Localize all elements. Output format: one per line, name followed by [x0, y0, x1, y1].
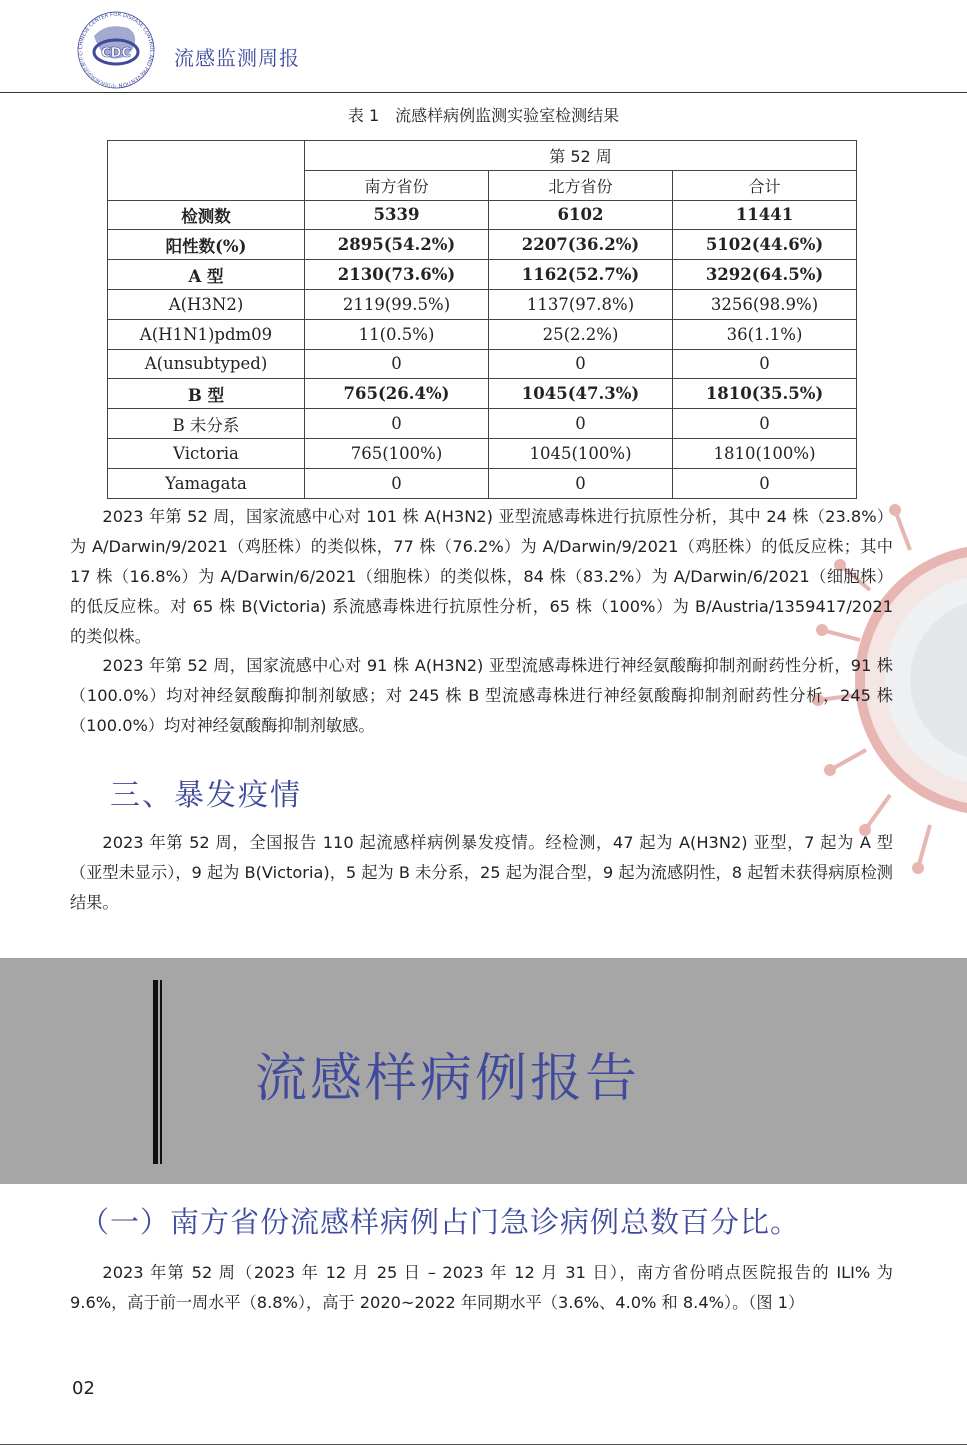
table-cell: 11(0.5%): [305, 319, 489, 349]
table-row: [108, 438, 857, 468]
table-row: [108, 319, 857, 349]
table-cell: 1045(100%): [489, 438, 673, 468]
table-cell: 1045(47.3%): [489, 379, 673, 409]
row-label: Victoria: [108, 438, 305, 468]
table-cell: 36(1.1%): [673, 319, 857, 349]
row-label: A(unsubtyped): [108, 349, 305, 379]
outbreak-section-heading: 三、暴发疫情: [110, 778, 302, 813]
table-cell: 2207(36.2%): [489, 230, 673, 260]
table-cell: 2130(73.6%): [305, 260, 489, 290]
south-ili-paragraph: 2023 年第 52 周（2023 年 12 月 25 日 – 2023 年 12 月 31 日），南方省份哨点医院报告的 ILI% 为 9.6%，高于前一周水平（8.8%），高于 2020~2022 年同期水平（3.6%、4.0% 和 8.4%）。（图 1）: [70, 1263, 893, 1312]
south-ili-subheading: （一）南方省份流感样病例占门急诊病例总数百分比。: [80, 1205, 801, 1239]
row-label: Yamagata: [108, 468, 305, 498]
row-label: A 型: [108, 260, 305, 290]
banner-title: 流感样病例报告: [255, 1049, 641, 1109]
table-cell: 765(100%): [305, 438, 489, 468]
row-label: A(H3N2): [108, 289, 305, 319]
logo-ring-text: 中国疾病预防控制中心 CHINESE CENTER FOR DISEASE CONTROL AND PREVENTION: [77, 11, 155, 89]
table-cell: 1810(100%): [673, 438, 857, 468]
week-header: 第 52 周: [305, 141, 857, 171]
row-label: 阳性数(%): [108, 230, 305, 260]
table-row: [108, 349, 857, 379]
table-cell: 1162(52.7%): [489, 260, 673, 290]
table-row: [108, 409, 857, 439]
cdc-logo: [72, 6, 160, 90]
table-cell: 0: [489, 468, 673, 498]
table-corner-cell: [108, 141, 305, 201]
header-divider: [0, 92, 967, 93]
table-cell: 0: [305, 409, 489, 439]
table-cell: 3256(98.9%): [673, 289, 857, 319]
row-label: A(H1N1)pdm09: [108, 319, 305, 349]
table-cell: 0: [489, 349, 673, 379]
table-cell: 25(2.2%): [489, 319, 673, 349]
footer-divider: [0, 1444, 967, 1445]
row-label: B 型: [108, 379, 305, 409]
table-row: [108, 200, 857, 230]
table-cell: 0: [673, 468, 857, 498]
table-cell: 1810(35.5%): [673, 379, 857, 409]
table-header-row: [108, 141, 857, 171]
table-row: [108, 260, 857, 290]
table-cell: 6102: [489, 200, 673, 230]
table-row: [108, 230, 857, 260]
row-label: B 未分系: [108, 409, 305, 439]
drug-resistance-paragraph: 2023 年第 52 周，国家流感中心对 91 株 A(H3N2) 亚型流感毒株进行神经氨酸酶抑制剂耐药性分析，91 株（100.0%）均对神经氨酸酶抑制剂敏感；对 245 株 B 型流感毒株进行神经氨酸酶抑制剂耐药性分析，245 株（100.0%）均对神经氨酸酶抑制剂敏感。: [70, 656, 893, 735]
table-cell: 5102(44.6%): [673, 230, 857, 260]
column-header: 南方省份: [305, 170, 489, 200]
table-cell: 0: [489, 409, 673, 439]
table-row: [108, 468, 857, 498]
banner-accent-bar-thin: [160, 980, 162, 1164]
table-row: [108, 289, 857, 319]
table-cell: 2895(54.2%): [305, 230, 489, 260]
table-cell: 2119(99.5%): [305, 289, 489, 319]
column-header: 北方省份: [489, 170, 673, 200]
table-cell: 5339: [305, 200, 489, 230]
table-row: [108, 379, 857, 409]
table-cell: 0: [673, 349, 857, 379]
column-header: 合计: [673, 170, 857, 200]
table-cell: 765(26.4%): [305, 379, 489, 409]
header-title: 流感监测周报: [174, 46, 300, 70]
logo-text: CDC: [101, 46, 131, 61]
banner-accent-bar: [153, 980, 158, 1164]
table-cell: 0: [673, 409, 857, 439]
row-label: 检测数: [108, 200, 305, 230]
antigenic-analysis-paragraph: 2023 年第 52 周，国家流感中心对 101 株 A(H3N2) 亚型流感毒株进行抗原性分析，其中 24 株（23.8%）为 A/Darwin/9/2021（鸡胚株）的类似株，77 株（76.2%）为 A/Darwin/9/2021（鸡胚株）的低反应株；其中 17 株（16.8%）为 A/Darwin/6/2021（细胞株）的类似株，84 株（83.2%）为 A/Darwin/6/2021（细胞株）的低反应株。对 65 株 B(Victoria) 系流感毒株进行抗原性分析，65 株（100%）为 B/Austria/1359417/2021 的类似株。: [70, 507, 893, 646]
page-number: 02: [72, 1378, 95, 1399]
table-cell: 3292(64.5%): [673, 260, 857, 290]
lab-results-table: [107, 140, 857, 499]
outbreak-paragraph: 2023 年第 52 周，全国报告 110 起流感样病例暴发疫情。经检测，47 起为 A(H3N2) 亚型，7 起为 A 型（亚型未显示），9 起为 B(Victoria)，5 起为 B 未分系，25 起为混合型，9 起为流感阴性，8 起暂未获得病原检测结果。: [70, 833, 893, 912]
table-cell: 1137(97.8%): [489, 289, 673, 319]
table-cell: 11441: [673, 200, 857, 230]
table-caption: 表 1 流感样病例监测实验室检测结果: [347, 106, 620, 125]
table-cell: 0: [305, 349, 489, 379]
table-cell: 0: [305, 468, 489, 498]
